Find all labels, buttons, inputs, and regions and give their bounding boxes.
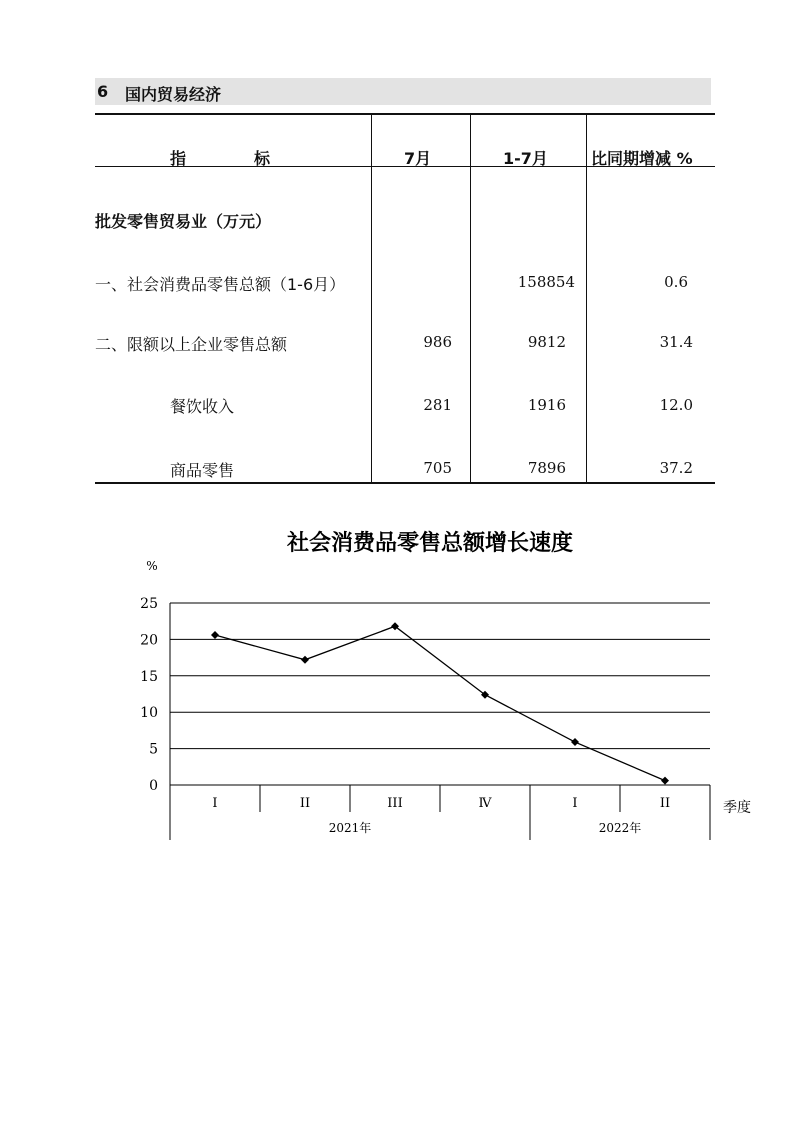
y-tick-label: 15 (140, 668, 158, 685)
column-divider (470, 113, 471, 483)
row-month: 986 (423, 333, 452, 351)
series-line (215, 626, 665, 780)
column-divider (586, 113, 587, 483)
header-indicator-1: 指 (170, 149, 187, 168)
row-label: 二、限额以上企业零售总额 (95, 335, 288, 354)
header-ytd: 1-7月 (503, 149, 548, 168)
row-month: 281 (423, 396, 452, 414)
x-tick-label: II (659, 796, 671, 811)
row-ytd: 158854 (517, 273, 575, 291)
row-yoy: 0.6 (664, 273, 688, 291)
y-tick-label: 0 (149, 778, 158, 794)
group-label: 2022年 (598, 821, 642, 835)
data-point (211, 631, 219, 639)
data-point (301, 656, 309, 664)
x-tick-label: II (299, 796, 311, 811)
row-yoy: 31.4 (659, 333, 693, 351)
data-point (661, 777, 669, 785)
row-label: 一、社会消费品零售总额（1-6月） (95, 275, 346, 294)
x-tick-label: I (572, 796, 578, 811)
column-divider (371, 113, 372, 483)
x-tick-label: Ⅳ (478, 796, 492, 811)
y-tick-label: 20 (140, 632, 158, 649)
y-axis-unit: % (146, 559, 158, 573)
table-bottom-rule (95, 482, 715, 484)
group-title: 批发零售贸易业（万元） (95, 212, 272, 231)
x-tick-label: III (387, 796, 403, 811)
header-indicator-2: 标 (254, 149, 271, 168)
header-month: 7月 (404, 149, 432, 168)
y-tick-label: 5 (149, 741, 158, 758)
row-label: 餐饮收入 (170, 397, 235, 416)
row-yoy: 12.0 (659, 396, 693, 414)
section-title: 国内贸易经济 (125, 85, 222, 104)
header-yoy: 比同期增减 % (591, 149, 693, 168)
y-tick-label: 25 (140, 596, 158, 612)
x-tick-label: I (212, 796, 218, 811)
row-label: 商品零售 (170, 461, 235, 480)
row-month: 705 (423, 459, 452, 477)
table-top-rule (95, 113, 715, 115)
group-label: 2021年 (328, 821, 372, 835)
chart-title: 社会消费品零售总额增长速度 (286, 531, 574, 556)
growth-line-chart (0, 515, 793, 855)
row-ytd: 9812 (527, 333, 566, 351)
section-header (95, 78, 711, 105)
row-ytd: 7896 (527, 459, 566, 477)
data-point (571, 738, 579, 746)
row-ytd: 1916 (527, 396, 566, 414)
y-tick-label: 10 (140, 705, 158, 722)
row-yoy: 37.2 (659, 459, 693, 477)
x-axis-label: 季度 (723, 800, 751, 816)
section-number: 6 (97, 82, 109, 101)
